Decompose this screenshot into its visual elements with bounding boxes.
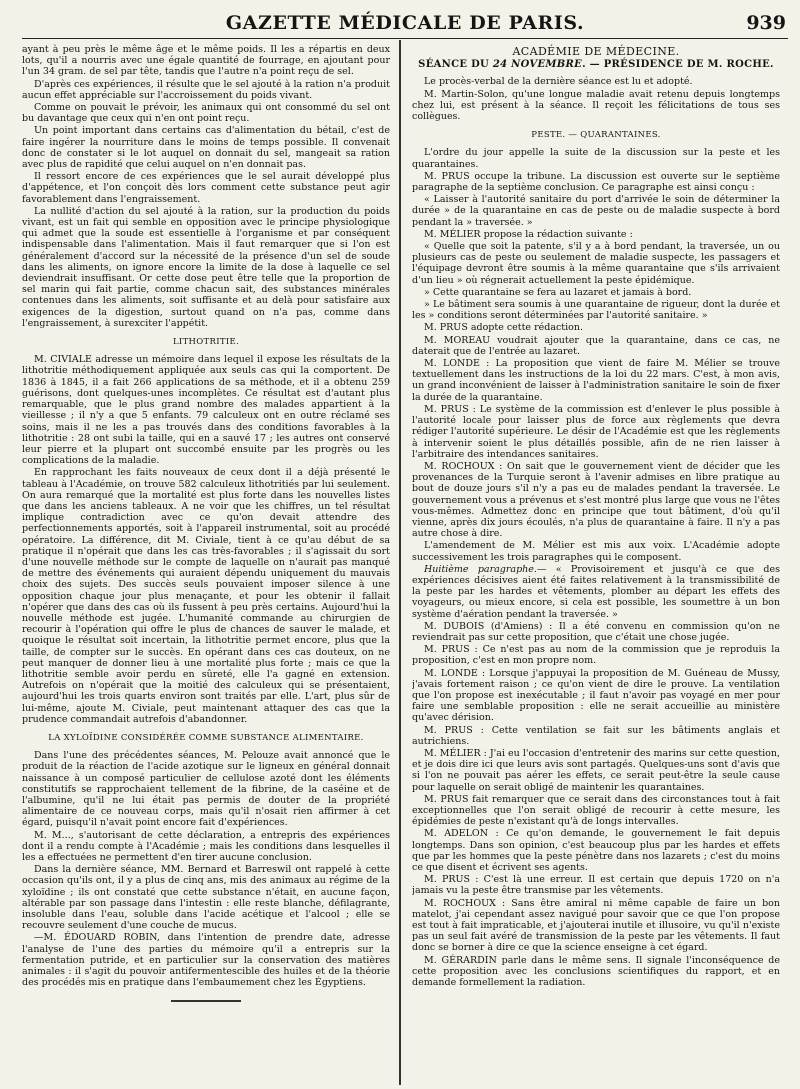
paragraph: La nullité d'action du sel ajouté à la ration, sur la production du poids vivant, est un fait qui semble en opposition avec le principe physiologique qui admet que la soude est essentielle à l'organisme et par conséquent indispensable dans l'alimentation. Mais il faut remarquer que si l'on est généralement d'accord sur la nécessité de la présence d'un sel de soude dans les aliments, on ignore encore la limite de la dose à laquelle ce sel deviendrait insuffisant. Or cette dose peut être telle que la proportion de sel marin qui fait partie, comme chacun sait, des substances minérales contenues dans les aliments, soit suffisante et au delà pour satisfaire aux exigences de la digestion, surtout quand on n'a pas, comme dans l'engraissement, à surexciter l'appétit. [22,205,390,329]
paragraph: M. PRUS : Ce n'est pas au nom de la commission que je reproduis la proposition, c'est en mon propre nom. [412,644,780,667]
section-heading-lithotritie: LITHOTRITIE. [172,337,239,348]
quotation: « Quelle que soit la patente, s'il y a à bord pendant, la traversée, un ou plusieurs cas de peste ou seulement de maladie suspecte, les passagers et l'équipage devront être soumis à la même quarantaine que s'ils arrivaient d'un lieu » où régnerait actuellement la peste épidémique. [412,241,780,286]
paragraph: M. PRUS fait remarquer que ce serait dans des circonstances tout à fait exceptionnelles que l'on serait obligé de recourir à cette mesure, les épidémies de peste n'existant qu'à de longs intervalles. [412,793,780,828]
page-number: 939 [746,12,786,34]
paragraph: Comme on pouvait le prévoir, les animaux qui ont consommé du sel ont bu davantage que ceux qui n'en ont point reçu. [22,102,390,125]
paragraph: M. LONDE : Lorsque j'appuyai la proposition de M. Guéneau de Mussy, j'avais fortement raison ; ce qu'on vient de dire le prouve. La ventilation que l'on propose est inexécutable ; il faut n'avoir pas voyagé en mer pour faire une semblable proposition : elle ne serait accueillie au ministère qu'avec dérision. [412,667,780,724]
section-heading-xyloidine: LA XYLOÏDINE CONSIDÉRÉE COMME SUBSTANCE ALIMENTAIRE. [48,732,364,743]
paragraph: D'après ces expériences, il résulte que le sel ajouté à la ration n'a produit aucun effet appréciable sur l'accroissement du poids vivant. [22,78,390,101]
left-column [22,44,390,1084]
paragraph: M. PRUS : Le système de la commission est d'enlever le plus possible à l'autorité locale pour laisser plus de force aux règlements que devra rédiger l'autorité supérieure. Le désir de l'Académie est que les règlements à intervenir soient le plus détaillés possible, afin de ne rien laisser à l'arbitraire des intendances sanitaires. [412,403,780,460]
paragraph: M. ROCHOUX : Sans être amiral ni même capable de faire un bon matelot, j'ai cependant assez navigué pour savoir que ce que l'on propose est tout à fait impraticable, et j'ajouterai inutile et illusoire, vu qu'il n'existe pas un seul fait avéré de transmission de la peste par les vêtements. Il faut donc se borner à dire ce que la science enseigne à cet égard. [412,897,780,954]
paragraph: M. MÉLIER propose la rédaction suivante : [424,228,633,240]
section-heading-peste: PESTE. — QUARANTAINES. [531,130,661,141]
paragraph: M. PRUS occupe la tribune. La discussion est ouverte sur le septième paragraphe de la septième conclusion. Ce paragraphe est ainsi conçu : [412,170,780,194]
paragraph: M. DUBOIS (d'Amiens) : Il a été convenu en commission qu'on ne reviendrait pas sur cette proposition, que c'était une chose jugée. [412,620,780,643]
paragraph: M. ROCHOUX : On sait que le gouvernement vient de décider que les provenances de la Turquie seront à l'avenir admises en libre pratique au bout de douze jours s'il n'y a pas eu de malades pendant la traversée. Le gouvernement vous a prévenus et s'est montré plus large que vous ne l'êtes vous-mêmes. Admettez donc en principe que tout bâtiment, d'où qu'il vienne, après dix jours écoulés, n'a plus de quarantaine à faire. Il n'y a pas autre chose à dire. [412,460,780,540]
session-heading-part: . — PRÉSIDENCE DE M. ROCHE. [582,59,774,71]
column-divider [399,40,401,1085]
paragraph: En rapprochant les faits nouveaux de ceux dont il a déjà présenté le tableau à l'Académie, on trouve 582 calculeux lithotritiés par lui seulement. On aura remarqué que la mortalité est plus forte dans les nouvelles listes que dans les anciens tableaux. A ne voir que les chiffres, un tel résultat implique contradiction avec ce qu'on devait attendre des perfectionnements apportés, soit à l'appareil instrumental, soit au procédé opératoire. La différence, dit M. Civiale, tient à ce qu'au début de sa pratique il n'opérait que dans les cas très-favorables ; il s'agissait du sort d'une nouvelle méthode sur le compte de laquelle on n'aurait pas manqué de mettre des événements qui auraient dépendu uniquement du mauvais choix des sujets. Des succès seuls pouvaient imposer silence à une opposition chaque jour plus menaçante, et pour les obtenir il fallait n'opérer que dans des cas où ils fussent à peu près certains. Aujourd'hui la nouvelle méthode est jugée. L'humanité commande au chirurgien de recourir à l'opération qui offre le plus de chances de sauver le malade, et quoique le résultat soit incertain, la lithotritie permet encore, plus que la taille, de compter sur le succès. En opérant dans ces cas douteux, on ne peut manquer de donner lieu à une mortalité plus forte ; mais ce que la lithotritie semble avoir perdu en sûreté, elle l'a gagné en extension. Autrefois on n'opérait que la moitié des calculeux qui se présentaient, aujourd'hui les trois quarts environ sont traités par elle. L'art, plus sûr de lui-même, ajoute M. Civiale, peut maintenant attaquer des cas que la prudence commandait autrefois d'abandonner. [22,467,390,725]
paragraph: Il ressort encore de ces expériences que le sel aurait développé plus d'appétence, et l'on conçoit dès lors comment cette substance peut agir favorablement dans l'engraissement. [22,171,390,205]
paragraph: M. CIVIALE adresse un mémoire dans lequel il expose les résultats de la lithotritie méthodiquement appliquée aux seuls cas qui la comportent. De 1836 à 1845, il a fait 266 applications de sa méthode, et il a obtenu 259 guérisons, dont quelques-unes incomplètes. Ce résultat est d'autant plus remarquable, que le plus grand nombre des malades appartient à la vieillesse ; il n'y a que 5 enfants. 79 calculeux ont en outre réclamé ses soins, mais il ne les a pas trouvés dans des conditions favorables à la lithotritie : 28 ont subi la taille, qui en a sauvé 17 ; les autres ont conservé leur pierre et la plupart ont succombé ensuite par les progrès ou les complications de la maladie. [22,354,390,467]
session-date: 24 NOVEMBRE [492,59,583,71]
quotation: » Le bâtiment sera soumis à une quarantaine de rigueur, dont la durée et les » conditions seront déterminées par l'autorité sanitaire. » [412,299,780,322]
paragraph: M. PRUS : C'est là une erreur. Il est certain que depuis 1720 on n'a jamais vu la peste être transmise par les vêtements. [412,874,780,897]
paragraph: M. M..., s'autorisant de cette déclaration, a entrepris des expériences dont il a rendu compte à l'Académie ; mais les conditions dans lesquelles il les a effectuées ne permettent d'en tirer aucune conclusion. [22,829,390,864]
paragraph: ayant à peu près le même âge et le même poids. Il les a répartis en deux lots, qu'il a nourris avec une égale quantité de fourrage, en ajoutant pour l'un 34 gram. de sel par tête, tandis que l'autre n'a point reçu de sel. [22,44,390,78]
paragraph: Un point important dans certains cas d'alimentation du bétail, c'est de faire ingérer la nourriture dans le moins de temps possible. Il convenait donc de constater si le lot auquel on donnait du sel, mangeait sa ration avec plus de rapidité que celui auquel on n'en donnait pas. [22,125,390,171]
session-heading [412,59,780,70]
right-column [412,44,780,1084]
paragraph: M. GÉRARDIN parle dans le même sens. Il signale l'inconséquence de cette proposition avec les conclusions scientifiques du rapport, et en demande formellement la radiation. [412,954,780,989]
paragraph: M. Martin-Solon, qu'une longue maladie avait retenu depuis longtemps chez lui, est présent à la séance. Il reçoit les félicitations de tous ses collègues. [412,88,780,123]
paragraph [412,564,780,620]
paragraph: M. MÉLIER : J'ai eu l'occasion d'entretenir des marins sur cette question, et je dois dire ici que leurs avis sont partagés. Quelques-uns sont d'avis que si l'on ne pouvait pas aérer les effets, ce serait peut-être la seule cause pour laquelle on serait obligé de maintenir les quarantaines. [412,747,780,793]
paragraph: Le procès-verbal de la dernière séance est lu et adopté. [424,76,693,88]
paragraph: Dans l'une des précédentes séances, M. Pelouze avait annoncé que le produit de la réaction de l'acide azotique sur le ligneux en général donnait naissance à un composé particulier de cellulose azoté dont les éléments constitutifs se rapprochaient tellement de la fibrine, de la caséine et de l'albumine, qu'il ne lui était pas permis de douter de la propriété alimentaire de ce nouveau corps, mais qu'il n'osait rien affirmer à cet égard, puisqu'il n'avait point encore fait d'expériences. [22,750,390,829]
journal-title: GAZETTE MÉDICALE DE PARIS. [225,12,585,34]
paragraph: M. PRUS : Cette ventilation se fait sur les bâtiments anglais et autrichiens. [412,724,780,747]
paragraph: M. LONDE : La proposition que vient de faire M. Mélier se trouve textuellement dans les instructions de la loi du 22 mars. C'est, à mon avis, un grand inconvénient de laisser à l'administration sanitaire le soin de fixer la durée de la quarantaine. [412,358,780,403]
paragraph: Dans la dernière séance, MM. Bernard et Barreswil ont rappelé à cette occasion qu'ils ont, il y a plus de cinq ans, mis des animaux au régime de la xyloïdine ; ils ont constaté que cette substance n'était, en aucune façon, altérable par son passage dans l'intestin : elle reste blanche, défilagrante, insoluble dans l'eau, soluble dans l'acide acétique et l'alcool ; elle se recouvre seulement d'une couche de mucus. [22,864,390,932]
quotation: « Laisser à l'autorité sanitaire du port d'arrivée le soin de déterminer la durée » de la quarantaine en cas de peste ou de maladie suspecte à bord pendant la » traversée. » [412,194,780,228]
paragraph: M. MOREAU voudrait ajouter que la quarantaine, dans ce cas, ne daterait que de l'entrée au lazaret. [412,334,780,357]
paragraph-label: Huitième paragraphe. [424,563,537,575]
end-rule [171,1000,241,1002]
quotation: » Cette quarantaine se fera au lazaret et jamais à bord. [424,286,692,298]
paragraph: —M. ÉDOUARD ROBIN, dans l'intention de prendre date, adresse l'analyse de l'une des parties du mémoire qu'il a entrepris sur la fermentation putride, et en particulier sur la conservation des matières animales : il s'agit du pouvoir antifermentescible des huiles et de la théorie des procédés mis en pratique dans l'embaumement chez les Égyptiens. [22,932,390,989]
paragraph-text: — « Provisoirement et jusqu'à ce que des expériences décisives aient été faites relativement à la transmissibilité de la peste par les hardes et vêtements, plomber au départ les effets des voyageurs, ou mieux encore, si cela est possible, les soumettre à un bon système d'aération pendant la traversée. » [412,563,780,620]
paragraph: L'ordre du jour appelle la suite de la discussion sur la peste et les quarantaines. [412,147,780,170]
masthead [22,8,788,39]
session-heading-part: SÉANCE DU [418,59,493,71]
paragraph: M. PRUS adopte cette rédaction. [424,322,584,334]
paragraph: L'amendement de M. Mélier est mis aux voix. L'Académie adopte successivement les trois paragraphes qui le composent. [412,540,780,563]
academy-heading: ACADÉMIE DE MÉDECINE. [512,45,680,58]
paragraph: M. ADELON : Ce qu'on demande, le gouvernement le fait depuis longtemps. Dans son opinion, c'est beaucoup plus par les hardes et effets que par les hommes que la peste pénètre dans nos lazarets ; c'est du moins ce que disent et écrivent ses agents. [412,828,780,874]
